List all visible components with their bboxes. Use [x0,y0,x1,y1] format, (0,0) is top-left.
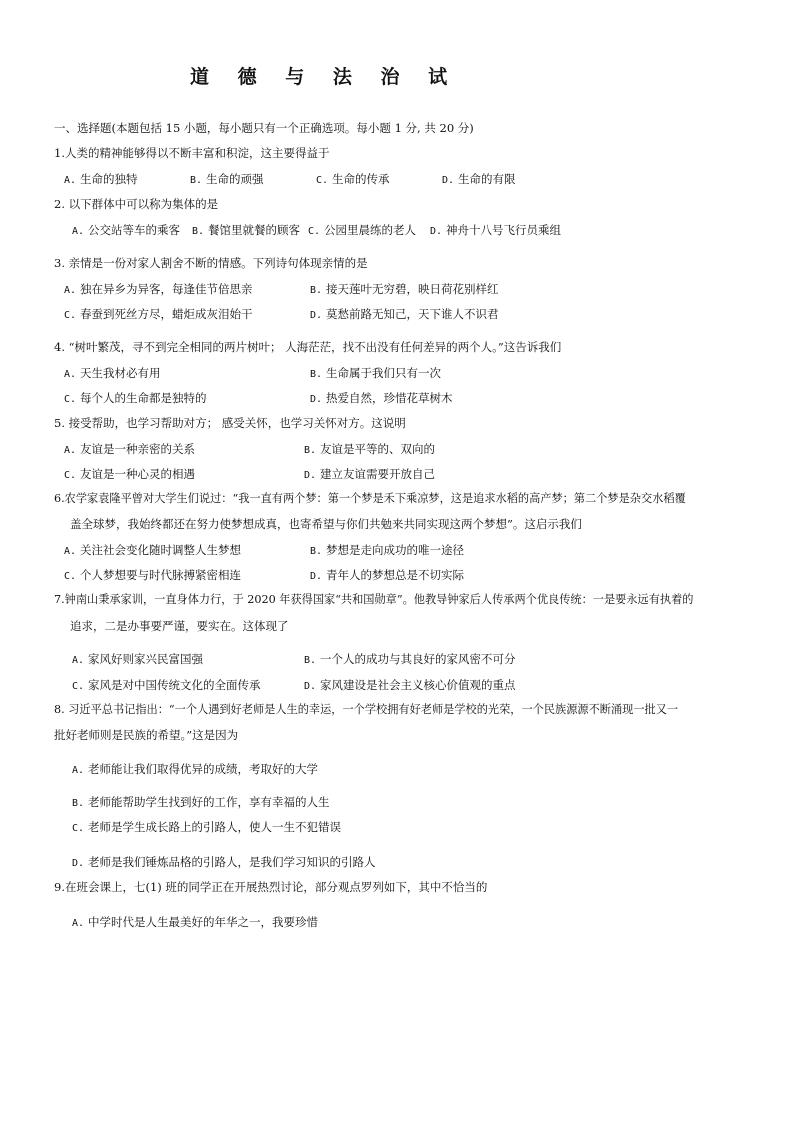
question-stem-continued: 盖全球梦，我始终都还在努力使梦想成真，也寄希望与你们共勉来共同实现这两个梦想”。这启示我们 [70,517,582,531]
option-b[interactable]: B. 友谊是平等的、双向的 [304,442,435,456]
option-b[interactable]: B. 餐馆里就餐的顾客 [192,223,300,237]
option-b[interactable]: B. 生命属于我们只有一次 [310,366,441,380]
option-a[interactable]: A. 家风好则家兴民富国强 [72,652,203,666]
option-c[interactable]: C. 每个人的生命都是独特的 [64,391,207,405]
option-d[interactable]: D. 热爱自然，珍惜花草树木 [310,391,453,405]
option-c[interactable]: C. 生命的传承 [316,172,390,186]
question-stem: 2. 以下群体中可以称为集体的是 [54,197,219,211]
option-a[interactable]: A. 中学时代是人生最美好的年华之一，我要珍惜 [72,915,318,929]
option-a[interactable]: A. 关注社会变化随时调整人生梦想 [64,543,241,557]
option-d[interactable]: D. 家风建设是社会主义核心价值观的重点 [304,678,516,692]
question-stem: 9.在班会课上，七(1) 班的同学正在开展热烈讨论，部分观点罗列如下，其中不恰当的 [54,880,488,894]
option-b[interactable]: B. 生命的顽强 [190,172,264,186]
option-c[interactable]: C. 春蚕到死丝方尽，蜡炬成灰泪始干 [64,307,253,321]
option-b[interactable]: B. 接天莲叶无穷碧，映日荷花别样红 [310,282,499,296]
option-c[interactable]: C. 个人梦想要与时代脉搏紧密相连 [64,568,241,582]
option-c[interactable]: C. 家风是对中国传统文化的全面传承 [72,678,261,692]
option-d[interactable]: D. 神舟十八号飞行员乘组 [430,223,561,237]
option-c[interactable]: C. 公园里晨练的老人 [308,223,416,237]
exam-title: 道 德 与 法 治 试 [190,66,459,88]
option-a[interactable]: A. 老师能让我们取得优异的成绩，考取好的大学 [72,762,318,776]
option-d[interactable]: D. 生命的有限 [442,172,516,186]
option-a[interactable]: A. 天生我材必有用 [64,366,161,380]
option-d[interactable]: D. 老师是我们锤炼品格的引路人，是我们学习知识的引路人 [72,855,376,869]
option-b[interactable]: B. 梦想是走向成功的唯一途径 [310,543,464,557]
option-a[interactable]: A. 友谊是一种亲密的关系 [64,442,195,456]
option-c[interactable]: C. 友谊是一种心灵的相遇 [64,467,195,481]
option-d[interactable]: D. 莫愁前路无知己，天下谁人不识君 [310,307,499,321]
section-header: 一、选择题(本题包括 15 小题，每小题只有一个正确选项。每小题 1 分, 共 20 分) [54,121,474,135]
question-stem: 1.人类的精神能够得以不断丰富和积淀，这主要得益于 [54,146,330,160]
question-stem: 4. “树叶繁茂，寻不到完全相同的两片树叶； 人海茫茫，找不出没有任何差异的两个人。”这告诉我们 [54,340,562,354]
question-stem: 6.农学家袁隆平曾对大学生们说过：“我一直有两个梦：第一个梦是禾下乘凉梦，这是追求水稻的高产梦；第二个梦是杂交水稻覆 [54,492,686,505]
option-c[interactable]: C. 老师是学生成长路上的引路人，使人一生不犯错误 [72,820,341,834]
option-b[interactable]: B. 老师能帮助学生找到好的工作，享有幸福的人生 [72,795,330,809]
option-d[interactable]: D. 青年人的梦想总是不切实际 [310,568,464,582]
question-stem: 3. 亲情是一份对家人割舍不断的情感。下列诗句体现亲情的是 [54,256,368,270]
option-b[interactable]: B. 一个人的成功与其良好的家风密不可分 [304,652,516,666]
option-d[interactable]: D. 建立友谊需要开放自己 [304,467,435,481]
option-a[interactable]: A. 公交站等车的乘客 [72,223,180,237]
option-a[interactable]: A. 独在异乡为异客，每逢佳节倍思亲 [64,282,253,296]
question-stem-continued: 批好老师则是民族的希望。”这是因为 [54,728,239,742]
question-stem-continued: 追求，二是办事要严谨，要实在。这体现了 [70,619,289,633]
option-a[interactable]: A. 生命的独特 [64,172,138,186]
question-stem: 8. 习近平总书记指出：“一个人遇到好老师是人生的幸运，一个学校拥有好老师是学校的光荣，一个民族源源不断涌现一批又一 [54,703,679,716]
question-stem: 5. 接受帮助，也学习帮助对方； 感受关怀，也学习关怀对方。这说明 [54,416,406,430]
question-stem: 7.钟南山秉承家训，一直身体力行，于 2020 年获得国家“共和国勋章”。他教导钟家后人传承两个优良传统：一是要永远有执着的 [54,593,694,606]
